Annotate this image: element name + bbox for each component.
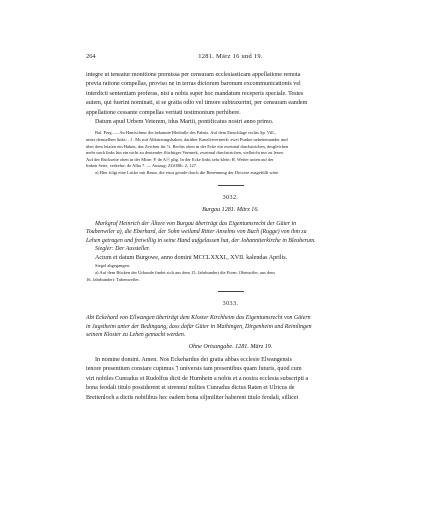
note-line: mehr nach links hin ein nicht zu deutender flüchtiger Vermerk, zweimal durchstrichen, vielleicht nur zu lesen. [86, 150, 284, 156]
page-number: 264 [86, 53, 96, 60]
document-number: 3032. [222, 194, 239, 201]
document-text: Actum et datum Burgowe, anno domini MCCLXXXI., XVII. kalendas Aprilis. [95, 254, 288, 261]
document-date: Ohne Ortsangabe. 1281. März 19. [188, 343, 273, 350]
footnote: 16. Jahrhundert: Tubenweiler. [86, 276, 140, 282]
text-line: bona feodali titulo possiderent et strennui milites Cunradus dictus Raten et Ulricus de [86, 385, 295, 392]
document-3032 [86, 194, 375, 284]
footnote: a) Auf dem Rücken der Urkunde findet sich aus dem 15. Jahrhundert die Form: Obenwiler, aus dem [95, 269, 275, 275]
text-line: appellatione cessante compellas veritati testimonium perhibere. [86, 109, 241, 116]
document-date: Burgau 1281. März 16. [202, 206, 259, 213]
regest-line: Abt Eckehard von Ellwangen überträgt dem Kloster Kirchheim das Eigentumsrecht von Gütern [86, 315, 311, 322]
regest-line: seinem Kloster zu Lehen gemacht werden. [86, 332, 186, 339]
regest-line: in Jagstheim unter der Bedingung, dass dafür Güter in Maihingen, Dirgenheim und Reimlingen [86, 323, 312, 330]
prev-document-notes [86, 130, 375, 176]
text-line: viri nobiles Cunradus et Rudolfus dicti de Hurnhein a nobis et a nostra ecclesia subscripti a [86, 375, 309, 382]
footnote: a) Hier folgt eine Lücke mit Rasur, die etwa gerade durch die Benennung der Diöcese ausgefüllt wäre. [95, 170, 280, 175]
document-3033 [86, 300, 375, 403]
text-line: autem, qui fuerint nominati, si se gratia odio vel timore subtraxerint, per censuram eandem [86, 100, 308, 107]
text-line: In nomine domini. Amen. Nos Eckehardus dei gratia abbas ecclesie Elwangensis [95, 356, 292, 363]
regest-line: Toubenwiler a), die Eberhard, der Sohn weiland Ritter Anselms von Buch (Rugge) von ihm zu [86, 229, 307, 236]
text-line: integre ut teneatur monitione premissa per censuram ecclesiasticam appellatione remota [86, 72, 301, 78]
text-line: interdicti sententiam proferas, nisi a nobis super hoc mandatum receperis speciale. Testes [86, 90, 304, 97]
note-line: über dem letzten ein Haken, das Zeichen für ½. Rechts oben in der Ecke ein zweimal durchstrichen, desgleichen [86, 143, 289, 149]
running-title: 1281. März 16 und 19. [198, 53, 263, 60]
note-line: unter demselben links: . J . Ms mit Abkürzungshaken, darüber Kanzleivermerk: zwei Punkte nebeneinander und [86, 137, 288, 143]
datum-line: Datum apud Urbem Veterem, idus Martii, pontificatus nostri anno primo. [95, 119, 274, 126]
regest-line: Siegler: Der Aussteller. [95, 246, 151, 253]
note-line: Bal. Perg. — An Hanfschnur die bekannte Bleibulle des Pabsts. Auf dem Einschlage rechts Sp. Vill., [95, 130, 276, 136]
note-line: linken Seite, verkehrt: de Alba 7. — Auszug: ZGORh. 2, 127. [86, 163, 198, 169]
page-content [86, 71, 375, 403]
regest-line: Markgraf Heinrich der Ältere von Burgau überträgt das Eigentumsrecht der Güter in [95, 220, 297, 227]
page-header [86, 53, 375, 65]
seal-note: Siegel abgegangen. [95, 263, 130, 269]
text-line: Breitenloch a dictis nobilibus hec eadem bona siljmiliter haberent titulo feodali, sillicet [86, 394, 299, 401]
note-line: Auf der Rückseite oben in der Mitte: P. de A☉ phg. In der Ecke links sehr klein: R. Weiter unten auf der [86, 156, 274, 162]
document-number: 3033. [222, 301, 239, 308]
text-line: previa ratione compellas, proviso ne in terras dictorum baronum excommunicationis vel [86, 81, 301, 88]
regest-line: Lehen getragen und freiwillig in seine Hand aufgelassen hat, der Johanniterkirche in Bleuberum. [86, 237, 316, 244]
prev-document-text [86, 71, 375, 127]
text-line: tenore presentium constare cupimus ⁊ universis tam presentibus quam futuris, quod cum [86, 366, 302, 373]
